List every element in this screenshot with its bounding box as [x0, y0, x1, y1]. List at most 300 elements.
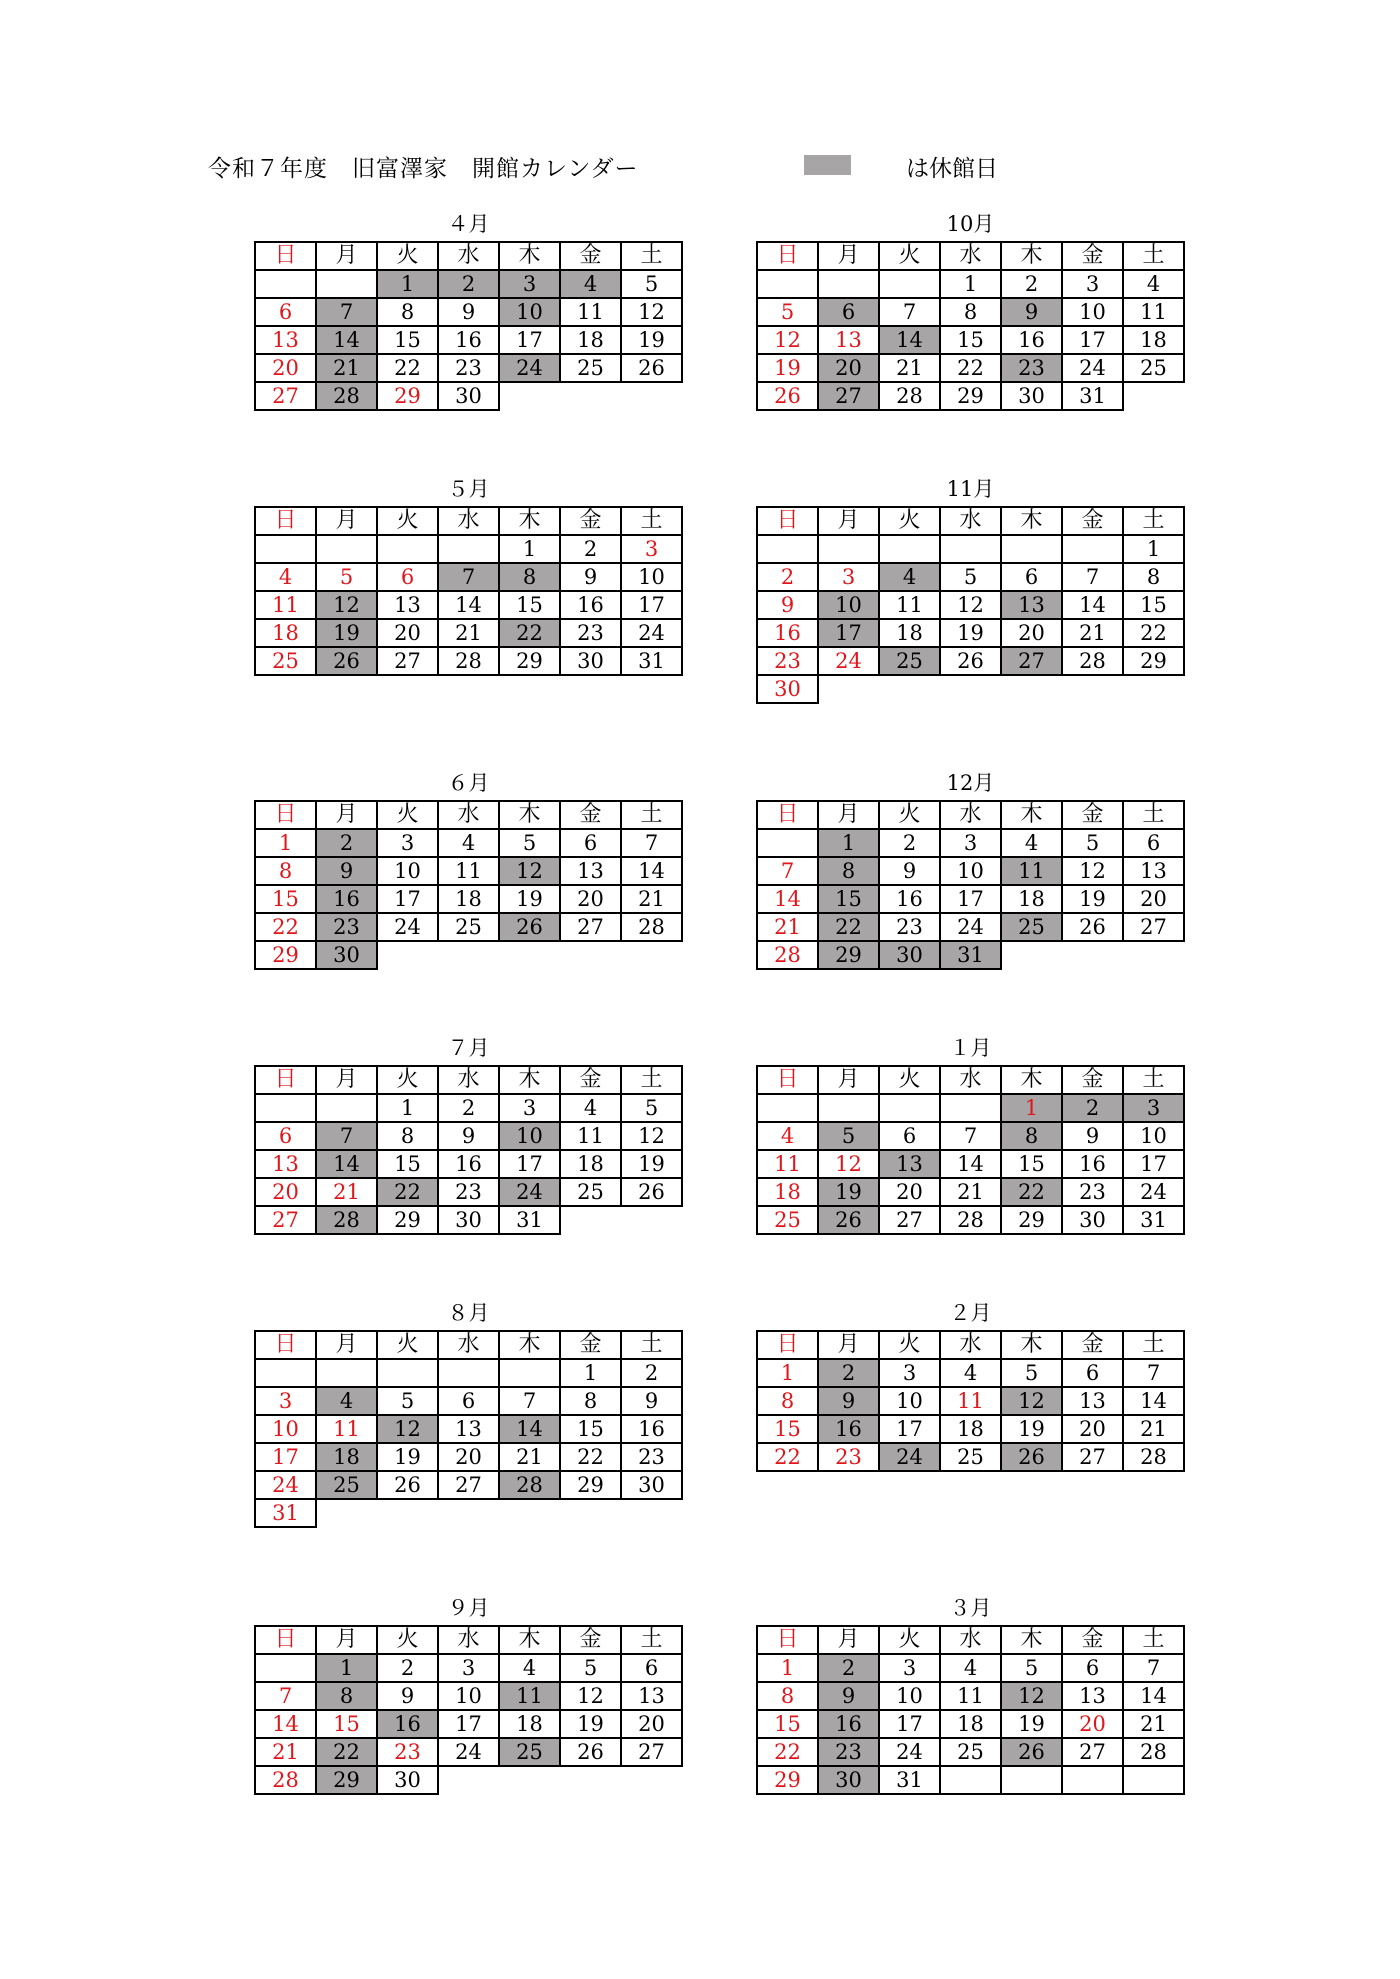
day-cell: 15 — [377, 1150, 438, 1178]
weekday-header: 土 — [621, 1066, 682, 1094]
day-cell: 27 — [255, 1206, 316, 1234]
day-cell: 11 — [499, 1682, 560, 1710]
no-cell — [1001, 941, 1062, 969]
weekday-header: 日 — [255, 1066, 316, 1094]
month-title: ５月 — [447, 477, 490, 501]
week-row — [255, 1682, 682, 1710]
day-cell: 30 — [621, 1471, 682, 1499]
day-cell: 7 — [255, 1682, 316, 1710]
day-cell: 19 — [499, 885, 560, 913]
day-cell: 28 — [1123, 1738, 1184, 1766]
day-cell: 11 — [940, 1682, 1001, 1710]
day-cell: 27 — [1123, 913, 1184, 941]
day-cell: 26 — [1001, 1443, 1062, 1471]
blank-cell — [1123, 1766, 1184, 1794]
week-row — [255, 1359, 682, 1387]
day-cell: 26 — [621, 354, 682, 382]
day-cell: 19 — [621, 326, 682, 354]
weekday-header: 日 — [255, 1331, 316, 1359]
blank-cell — [757, 829, 818, 857]
day-cell: 10 — [255, 1415, 316, 1443]
day-cell: 23 — [818, 1738, 879, 1766]
no-cell — [940, 675, 1001, 703]
week-row — [757, 270, 1184, 298]
weekday-header: 土 — [621, 1626, 682, 1654]
day-cell: 4 — [499, 1654, 560, 1682]
weekday-header: 水 — [940, 242, 1001, 270]
weekday-header: 日 — [255, 507, 316, 535]
day-cell: 31 — [499, 1206, 560, 1234]
day-cell: 22 — [560, 1443, 621, 1471]
month-table — [756, 506, 1185, 704]
weekday-header: 金 — [1062, 1331, 1123, 1359]
no-cell — [377, 1499, 438, 1527]
day-cell: 19 — [560, 1710, 621, 1738]
month-table — [756, 241, 1185, 411]
day-cell: 13 — [255, 326, 316, 354]
weekday-header: 金 — [560, 507, 621, 535]
day-cell: 30 — [377, 1766, 438, 1794]
day-cell: 23 — [438, 1178, 499, 1206]
day-cell: 3 — [438, 1654, 499, 1682]
month-calendar — [756, 1596, 1185, 1795]
weekday-header: 日 — [255, 1626, 316, 1654]
page-title: 令和７年度 旧富澤家 開館カレンダー — [208, 156, 639, 182]
blank-cell — [499, 1359, 560, 1387]
no-cell — [499, 1499, 560, 1527]
blank-cell — [940, 1094, 1001, 1122]
day-cell: 17 — [499, 1150, 560, 1178]
weekday-header: 土 — [1123, 801, 1184, 829]
day-cell: 21 — [879, 354, 940, 382]
day-cell: 11 — [560, 298, 621, 326]
day-cell: 29 — [499, 647, 560, 675]
day-cell: 16 — [818, 1710, 879, 1738]
blank-cell — [255, 270, 316, 298]
week-row — [255, 1387, 682, 1415]
month-calendar — [756, 212, 1185, 411]
day-cell: 24 — [879, 1738, 940, 1766]
day-cell: 4 — [255, 563, 316, 591]
week-row — [255, 1471, 682, 1499]
blank-cell — [316, 1094, 377, 1122]
blank-cell — [879, 535, 940, 563]
blank-cell — [438, 535, 499, 563]
weekday-header: 土 — [1123, 507, 1184, 535]
day-cell: 23 — [621, 1443, 682, 1471]
blank-cell — [1001, 535, 1062, 563]
day-cell: 4 — [560, 270, 621, 298]
month-table — [756, 1065, 1185, 1235]
day-cell: 9 — [438, 298, 499, 326]
day-cell: 31 — [621, 647, 682, 675]
week-row — [255, 1206, 682, 1234]
weekday-header: 土 — [621, 1331, 682, 1359]
day-cell: 24 — [377, 913, 438, 941]
day-cell: 8 — [1001, 1122, 1062, 1150]
day-cell: 6 — [621, 1654, 682, 1682]
no-cell — [438, 1766, 499, 1794]
day-cell: 30 — [879, 941, 940, 969]
day-cell: 28 — [499, 1471, 560, 1499]
day-cell: 1 — [560, 1359, 621, 1387]
weekday-header: 水 — [438, 242, 499, 270]
day-cell: 20 — [818, 354, 879, 382]
day-cell: 2 — [818, 1654, 879, 1682]
day-cell: 5 — [818, 1122, 879, 1150]
day-cell: 4 — [560, 1094, 621, 1122]
blank-cell — [940, 535, 1001, 563]
weekday-header: 金 — [1062, 1066, 1123, 1094]
day-cell: 21 — [1123, 1415, 1184, 1443]
day-cell: 17 — [1123, 1150, 1184, 1178]
week-row — [757, 885, 1184, 913]
weekday-header: 日 — [757, 1331, 818, 1359]
no-cell — [438, 941, 499, 969]
day-cell: 4 — [757, 1122, 818, 1150]
blank-cell — [255, 1359, 316, 1387]
weekday-header-row — [757, 242, 1184, 270]
weekday-header: 火 — [377, 1331, 438, 1359]
no-cell — [499, 1766, 560, 1794]
weekday-header: 土 — [1123, 1626, 1184, 1654]
day-cell: 27 — [255, 382, 316, 410]
weekday-header-row — [255, 507, 682, 535]
week-row — [757, 941, 1184, 969]
blank-cell — [818, 535, 879, 563]
month-calendar — [756, 1036, 1185, 1235]
week-row — [757, 1150, 1184, 1178]
weekday-header: 火 — [377, 1066, 438, 1094]
day-cell: 1 — [377, 1094, 438, 1122]
week-row — [255, 270, 682, 298]
weekday-header: 月 — [818, 1331, 879, 1359]
week-row — [757, 1387, 1184, 1415]
week-row — [757, 647, 1184, 675]
week-row — [255, 563, 682, 591]
week-row — [255, 1738, 682, 1766]
day-cell: 3 — [818, 563, 879, 591]
weekday-header-row — [757, 1331, 1184, 1359]
day-cell: 4 — [1001, 829, 1062, 857]
day-cell: 23 — [1001, 354, 1062, 382]
weekday-header: 月 — [316, 242, 377, 270]
day-cell: 12 — [621, 1122, 682, 1150]
blank-cell — [1062, 535, 1123, 563]
weekday-header: 金 — [1062, 242, 1123, 270]
day-cell: 15 — [940, 326, 1001, 354]
no-cell — [621, 1766, 682, 1794]
day-cell: 7 — [879, 298, 940, 326]
day-cell: 16 — [757, 619, 818, 647]
week-row — [757, 1443, 1184, 1471]
weekday-header: 木 — [499, 1066, 560, 1094]
day-cell: 26 — [940, 647, 1001, 675]
month-table — [756, 1625, 1185, 1795]
day-cell: 14 — [499, 1415, 560, 1443]
day-cell: 13 — [1062, 1682, 1123, 1710]
day-cell: 1 — [316, 1654, 377, 1682]
day-cell: 25 — [560, 1178, 621, 1206]
day-cell: 14 — [879, 326, 940, 354]
month-table — [756, 800, 1185, 970]
weekday-header: 水 — [940, 1626, 1001, 1654]
day-cell: 18 — [560, 1150, 621, 1178]
day-cell: 18 — [879, 619, 940, 647]
day-cell: 18 — [757, 1178, 818, 1206]
day-cell: 19 — [621, 1150, 682, 1178]
day-cell: 20 — [560, 885, 621, 913]
day-cell: 26 — [377, 1471, 438, 1499]
day-cell: 11 — [560, 1122, 621, 1150]
day-cell: 10 — [1062, 298, 1123, 326]
day-cell: 28 — [255, 1766, 316, 1794]
day-cell: 17 — [879, 1710, 940, 1738]
day-cell: 22 — [377, 1178, 438, 1206]
day-cell: 23 — [377, 1738, 438, 1766]
day-cell: 4 — [1123, 270, 1184, 298]
day-cell: 15 — [499, 591, 560, 619]
day-cell: 15 — [316, 1710, 377, 1738]
day-cell: 12 — [1001, 1682, 1062, 1710]
day-cell: 25 — [940, 1443, 1001, 1471]
no-cell — [1123, 941, 1184, 969]
week-row — [757, 563, 1184, 591]
no-cell — [621, 1499, 682, 1527]
day-cell: 1 — [1001, 1094, 1062, 1122]
day-cell: 16 — [438, 326, 499, 354]
day-cell: 24 — [621, 619, 682, 647]
day-cell: 10 — [1123, 1122, 1184, 1150]
no-cell — [560, 1206, 621, 1234]
day-cell: 9 — [316, 857, 377, 885]
day-cell: 14 — [316, 326, 377, 354]
weekday-header: 水 — [940, 1331, 1001, 1359]
day-cell: 3 — [879, 1654, 940, 1682]
blank-cell — [757, 270, 818, 298]
week-row — [255, 619, 682, 647]
month-title: 10月 — [946, 212, 995, 236]
day-cell: 14 — [757, 885, 818, 913]
blank-cell — [255, 1654, 316, 1682]
month-title: ９月 — [447, 1596, 490, 1620]
day-cell: 17 — [621, 591, 682, 619]
day-cell: 13 — [879, 1150, 940, 1178]
weekday-header: 水 — [438, 507, 499, 535]
day-cell: 16 — [377, 1710, 438, 1738]
day-cell: 15 — [560, 1415, 621, 1443]
day-cell: 6 — [1123, 829, 1184, 857]
week-row — [255, 298, 682, 326]
day-cell: 10 — [377, 857, 438, 885]
day-cell: 8 — [377, 298, 438, 326]
no-cell — [316, 1499, 377, 1527]
day-cell: 25 — [255, 647, 316, 675]
day-cell: 10 — [879, 1387, 940, 1415]
day-cell: 1 — [1123, 535, 1184, 563]
day-cell: 26 — [499, 913, 560, 941]
day-cell: 27 — [1001, 647, 1062, 675]
day-cell: 10 — [621, 563, 682, 591]
week-row — [757, 535, 1184, 563]
day-cell: 21 — [255, 1738, 316, 1766]
day-cell: 20 — [1062, 1415, 1123, 1443]
day-cell: 27 — [879, 1206, 940, 1234]
day-cell: 23 — [1062, 1178, 1123, 1206]
day-cell: 30 — [438, 1206, 499, 1234]
day-cell: 2 — [316, 829, 377, 857]
month-title: ２月 — [949, 1301, 992, 1325]
day-cell: 24 — [255, 1471, 316, 1499]
day-cell: 29 — [377, 1206, 438, 1234]
blank-cell — [1001, 1766, 1062, 1794]
day-cell: 5 — [1001, 1654, 1062, 1682]
blank-cell — [879, 270, 940, 298]
no-cell — [1062, 941, 1123, 969]
day-cell: 9 — [818, 1387, 879, 1415]
day-cell: 10 — [879, 1682, 940, 1710]
day-cell: 9 — [438, 1122, 499, 1150]
day-cell: 4 — [940, 1654, 1001, 1682]
week-row — [757, 1122, 1184, 1150]
day-cell: 2 — [438, 270, 499, 298]
day-cell: 9 — [1062, 1122, 1123, 1150]
day-cell: 13 — [1001, 591, 1062, 619]
day-cell: 13 — [560, 857, 621, 885]
day-cell: 17 — [438, 1710, 499, 1738]
day-cell: 17 — [255, 1443, 316, 1471]
no-cell — [560, 1766, 621, 1794]
week-row — [757, 1415, 1184, 1443]
week-row — [757, 913, 1184, 941]
day-cell: 29 — [560, 1471, 621, 1499]
day-cell: 2 — [621, 1359, 682, 1387]
weekday-header-row — [757, 507, 1184, 535]
day-cell: 23 — [879, 913, 940, 941]
week-row — [255, 354, 682, 382]
day-cell: 7 — [757, 857, 818, 885]
day-cell: 5 — [757, 298, 818, 326]
day-cell: 29 — [818, 941, 879, 969]
day-cell: 13 — [621, 1682, 682, 1710]
weekday-header-row — [757, 1066, 1184, 1094]
blank-cell — [316, 535, 377, 563]
day-cell: 17 — [879, 1415, 940, 1443]
week-row — [757, 619, 1184, 647]
no-cell — [377, 941, 438, 969]
day-cell: 16 — [1001, 326, 1062, 354]
day-cell: 9 — [560, 563, 621, 591]
weekday-header: 木 — [499, 1626, 560, 1654]
no-cell — [499, 382, 560, 410]
no-cell — [879, 675, 940, 703]
day-cell: 8 — [757, 1682, 818, 1710]
weekday-header: 月 — [818, 1066, 879, 1094]
day-cell: 14 — [1062, 591, 1123, 619]
day-cell: 24 — [499, 1178, 560, 1206]
day-cell: 10 — [940, 857, 1001, 885]
no-cell — [621, 941, 682, 969]
week-row — [757, 382, 1184, 410]
day-cell: 21 — [940, 1178, 1001, 1206]
day-cell: 3 — [499, 270, 560, 298]
day-cell: 25 — [1001, 913, 1062, 941]
week-row — [757, 857, 1184, 885]
week-row — [255, 647, 682, 675]
day-cell: 30 — [1001, 382, 1062, 410]
day-cell: 15 — [1123, 591, 1184, 619]
week-row — [757, 354, 1184, 382]
day-cell: 2 — [879, 829, 940, 857]
month-title: １月 — [949, 1036, 992, 1060]
day-cell: 23 — [560, 619, 621, 647]
week-row — [255, 535, 682, 563]
weekday-header: 木 — [1001, 507, 1062, 535]
day-cell: 1 — [940, 270, 1001, 298]
day-cell: 18 — [940, 1710, 1001, 1738]
day-cell: 21 — [438, 619, 499, 647]
day-cell: 9 — [377, 1682, 438, 1710]
day-cell: 21 — [316, 1178, 377, 1206]
month-calendar — [756, 771, 1185, 970]
weekday-header: 木 — [499, 507, 560, 535]
day-cell: 16 — [818, 1415, 879, 1443]
day-cell: 21 — [1062, 619, 1123, 647]
week-row — [255, 1094, 682, 1122]
day-cell: 31 — [1062, 382, 1123, 410]
day-cell: 11 — [1001, 857, 1062, 885]
day-cell: 11 — [1123, 298, 1184, 326]
weekday-header: 水 — [940, 801, 1001, 829]
day-cell: 15 — [377, 326, 438, 354]
month-title: ３月 — [949, 1596, 992, 1620]
weekday-header: 火 — [377, 242, 438, 270]
day-cell: 1 — [818, 829, 879, 857]
day-cell: 12 — [1001, 1387, 1062, 1415]
day-cell: 6 — [1062, 1359, 1123, 1387]
weekday-header: 木 — [499, 1331, 560, 1359]
day-cell: 23 — [316, 913, 377, 941]
day-cell: 22 — [818, 913, 879, 941]
weekday-header: 水 — [438, 801, 499, 829]
day-cell: 25 — [499, 1738, 560, 1766]
blank-cell — [818, 270, 879, 298]
weekday-header: 土 — [621, 242, 682, 270]
weekday-header: 木 — [1001, 801, 1062, 829]
day-cell: 22 — [377, 354, 438, 382]
day-cell: 18 — [940, 1415, 1001, 1443]
weekday-header: 木 — [1001, 1331, 1062, 1359]
day-cell: 27 — [377, 647, 438, 675]
day-cell: 18 — [560, 326, 621, 354]
day-cell: 6 — [377, 563, 438, 591]
week-row — [757, 1206, 1184, 1234]
weekday-header: 木 — [499, 242, 560, 270]
blank-cell — [940, 1766, 1001, 1794]
weekday-header: 土 — [1123, 1066, 1184, 1094]
month-table — [254, 1065, 683, 1235]
no-cell — [1123, 675, 1184, 703]
day-cell: 15 — [757, 1710, 818, 1738]
day-cell: 31 — [940, 941, 1001, 969]
day-cell: 18 — [1001, 885, 1062, 913]
day-cell: 21 — [316, 354, 377, 382]
day-cell: 8 — [818, 857, 879, 885]
week-row — [255, 941, 682, 969]
weekday-header: 火 — [879, 1331, 940, 1359]
month-title: 12月 — [946, 771, 995, 795]
weekday-header: 火 — [879, 242, 940, 270]
